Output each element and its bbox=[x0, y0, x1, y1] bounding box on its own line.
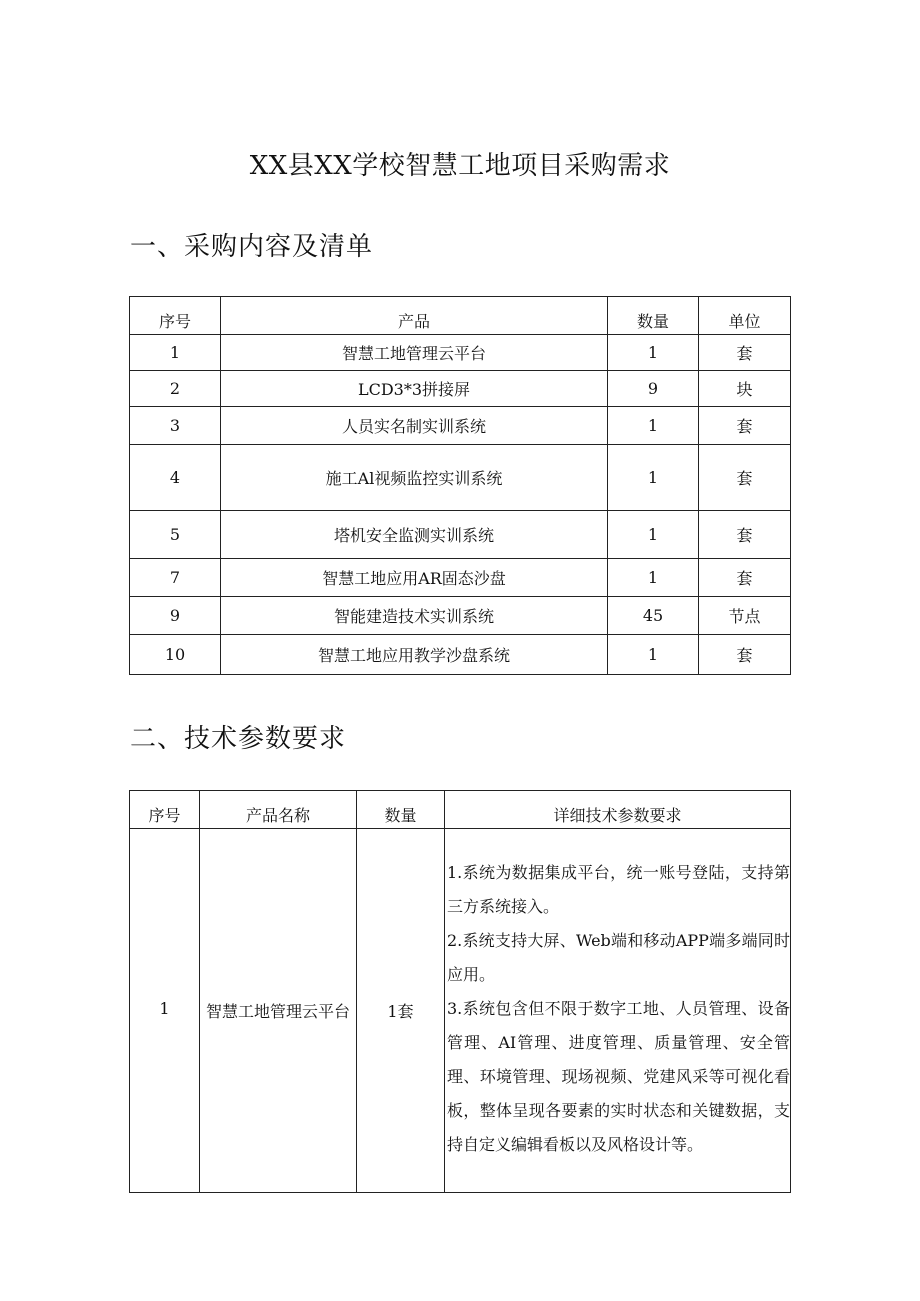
header-unit: 单位 bbox=[699, 297, 791, 335]
table-row bbox=[130, 511, 791, 559]
row-qty: 45 bbox=[608, 597, 699, 635]
row-qty: 1 bbox=[608, 445, 699, 511]
document-title: XX县XX学校智慧工地项目采购需求 bbox=[249, 151, 671, 181]
header-qty: 数量 bbox=[608, 297, 699, 335]
header-product-name: 产品名称 bbox=[200, 791, 357, 829]
spec-item-2: 2.系统支持大屏、Web端和移动APP端多端同时应用。 bbox=[447, 931, 790, 984]
row-product: 塔机安全监测实训系统 bbox=[221, 511, 608, 559]
table-row bbox=[130, 559, 791, 597]
row-product: LCD3*3拼接屏 bbox=[221, 371, 608, 407]
row-unit: 套 bbox=[699, 335, 791, 371]
row-unit: 套 bbox=[699, 511, 791, 559]
section-heading-procurement: 一、采购内容及清单 bbox=[130, 232, 374, 262]
table-row bbox=[130, 371, 791, 407]
row-no: 10 bbox=[130, 635, 221, 675]
table-row bbox=[130, 407, 791, 445]
procurement-list-table bbox=[129, 296, 791, 675]
row-unit: 套 bbox=[699, 445, 791, 511]
row-qty: 1 bbox=[608, 635, 699, 675]
row-no: 1 bbox=[130, 335, 221, 371]
row-qty: 1 bbox=[608, 407, 699, 445]
table-header-row bbox=[130, 791, 791, 829]
row-product: 人员实名制实训系统 bbox=[221, 407, 608, 445]
row-no: 2 bbox=[130, 371, 221, 407]
row-unit: 套 bbox=[699, 559, 791, 597]
row-product: 智慧工地管理云平台 bbox=[221, 335, 608, 371]
spec-item-1: 1.系统为数据集成平台，统一账号登陆，支持第三方系统接入。 bbox=[447, 863, 790, 916]
row-unit: 套 bbox=[699, 407, 791, 445]
row-no: 5 bbox=[130, 511, 221, 559]
table-row bbox=[130, 335, 791, 371]
row-unit: 块 bbox=[699, 371, 791, 407]
header-no: 序号 bbox=[130, 297, 221, 335]
row-no: 9 bbox=[130, 597, 221, 635]
row-unit: 节点 bbox=[699, 597, 791, 635]
section-heading-specs: 二、技术参数要求 bbox=[130, 724, 347, 754]
header-spec: 详细技术参数要求 bbox=[445, 791, 791, 829]
row-product: 智能建造技术实训系统 bbox=[221, 597, 608, 635]
header-qty: 数量 bbox=[357, 791, 445, 829]
row-spec bbox=[445, 829, 791, 1193]
table-row bbox=[130, 829, 791, 1193]
row-unit: 套 bbox=[699, 635, 791, 675]
header-no: 序号 bbox=[130, 791, 200, 829]
row-product: 智慧工地应用AR固态沙盘 bbox=[221, 559, 608, 597]
row-qty: 1 bbox=[608, 511, 699, 559]
table-row bbox=[130, 635, 791, 675]
row-qty: 9 bbox=[608, 371, 699, 407]
row-no: 3 bbox=[130, 407, 221, 445]
row-no: 1 bbox=[130, 829, 200, 1193]
row-qty: 1 bbox=[608, 559, 699, 597]
row-qty: 1套 bbox=[357, 829, 445, 1193]
row-product-name: 智慧工地管理云平台 bbox=[200, 829, 357, 1193]
tech-spec-table bbox=[129, 790, 791, 1193]
spec-item-3: 3.系统包含但不限于数字工地、人员管理、设备管理、AI管理、进度管理、质量管理、安全管理、环境管理、现场视频、党建风采等可视化看板，整体呈现各要素的实时状态和关键数据，支持自定义编辑看板以及风格设计等。 bbox=[447, 999, 790, 1154]
row-product: 施工Al视频监控实训系统 bbox=[221, 445, 608, 511]
row-qty: 1 bbox=[608, 335, 699, 371]
table-row bbox=[130, 597, 791, 635]
table-row bbox=[130, 445, 791, 511]
row-no: 7 bbox=[130, 559, 221, 597]
header-product: 产品 bbox=[221, 297, 608, 335]
table-header-row bbox=[130, 297, 791, 335]
row-no: 4 bbox=[130, 445, 221, 511]
row-product: 智慧工地应用教学沙盘系统 bbox=[221, 635, 608, 675]
